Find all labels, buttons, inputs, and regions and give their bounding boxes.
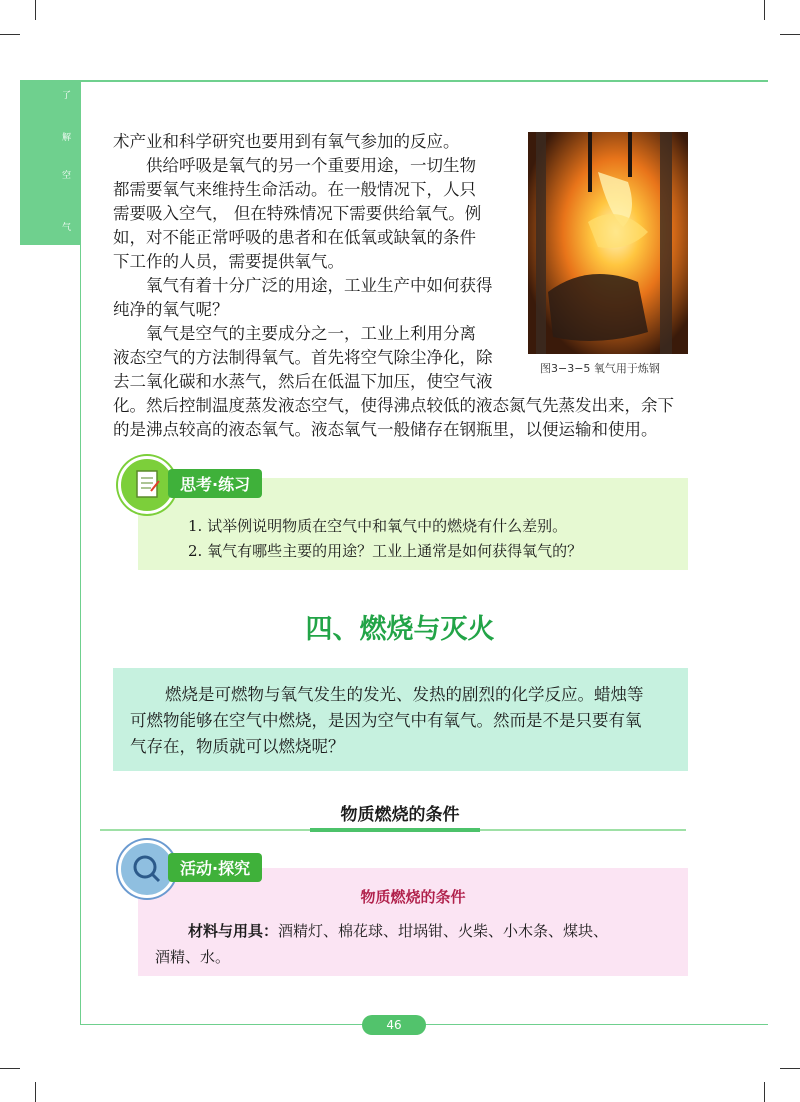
side-tab-char: 空 [62, 171, 72, 181]
activity-title: 物质燃烧的条件 [360, 888, 466, 906]
body-line: 氧气是空气的主要成分之一，工业上利用分离 [146, 324, 476, 343]
section-heading: 四、燃烧与灭火 [305, 614, 495, 645]
margin-rule [80, 80, 81, 1025]
body-line: 纯净的氧气呢？ [113, 300, 229, 319]
activity-box [138, 868, 688, 976]
body-line: 如，对不能正常呼吸的患者和在低氧或缺氧的条件 [113, 228, 476, 247]
crop-mark [35, 0, 36, 20]
crop-mark [764, 0, 765, 20]
crop-mark [764, 1082, 765, 1102]
crop-mark [780, 1068, 800, 1069]
materials-line-2: 酒精、水。 [155, 948, 231, 966]
body-line: 都需要氧气来维持生命活动。在一般情况下，人只 [113, 180, 476, 199]
crop-mark [0, 34, 20, 35]
body-line: 化。然后控制温度蒸发液态空气，使得沸点较低的液态氮气先蒸发出来，余下 [113, 396, 674, 415]
materials-line [188, 918, 608, 944]
body-line: 供给呼吸是氧气的另一个重要用途，一切生物 [146, 156, 476, 175]
think-practice-label: 思考·练习 [168, 469, 262, 498]
intro-line: 可燃物能够在空气中燃烧，是因为空气中有氧气。然而是不是只要有氧 [130, 711, 642, 730]
side-tab-char: 解 [62, 133, 72, 143]
intro-line: 燃烧是可燃物与氧气发生的发光、发热的剧烈的化学反应。蜡烛等 [165, 685, 644, 704]
figure-caption: 图3−3−5 氧气用于炼钢 [540, 362, 660, 375]
question-item: 1. 试举例说明物质在空气中和氧气中的燃烧有什么差别。 [188, 517, 568, 535]
side-tab-char: 了 [62, 91, 72, 101]
subheading-rule-accent [310, 828, 480, 832]
body-line: 去二氧化碳和水蒸气，然后在低温下加压，使空气液 [113, 372, 493, 391]
page-number: 46 [362, 1015, 426, 1035]
subsection-heading: 物质燃烧的条件 [340, 805, 460, 825]
crop-mark [35, 1082, 36, 1102]
activity-label: 活动·探究 [168, 853, 262, 882]
body-line: 的是沸点较高的液态氧气。液态氧气一般储存在钢瓶里，以便运输和使用。 [113, 420, 658, 439]
intro-box [113, 668, 688, 771]
materials-text: 酒精灯、棉花球、坩埚钳、火柴、小木条、煤块、 [278, 922, 609, 940]
materials-label: 材料与用具： [188, 922, 279, 940]
steelmaking-photo [528, 132, 688, 354]
header-rule [80, 80, 768, 82]
body-line: 液态空气的方法制得氧气。首先将空气除尘净化，除 [113, 348, 493, 367]
side-tab-char: 气 [62, 223, 72, 233]
chapter-side-tab [20, 80, 80, 245]
body-line: 下工作的人员，需要提供氧气。 [113, 252, 344, 271]
crop-mark [0, 1068, 20, 1069]
question-item: 2. 氧气有哪些主要的用途？工业上通常是如何获得氧气的？ [188, 542, 583, 560]
body-line: 需要吸入空气， 但在特殊情况下需要供给氧气。例 [113, 204, 482, 223]
body-line: 术产业和科学研究也要用到有氧气参加的反应。 [113, 132, 460, 151]
body-line: 氧气有着十分广泛的用途，工业生产中如何获得 [146, 276, 493, 295]
intro-line: 气存在，物质就可以燃烧呢？ [130, 737, 345, 756]
crop-mark [780, 34, 800, 35]
